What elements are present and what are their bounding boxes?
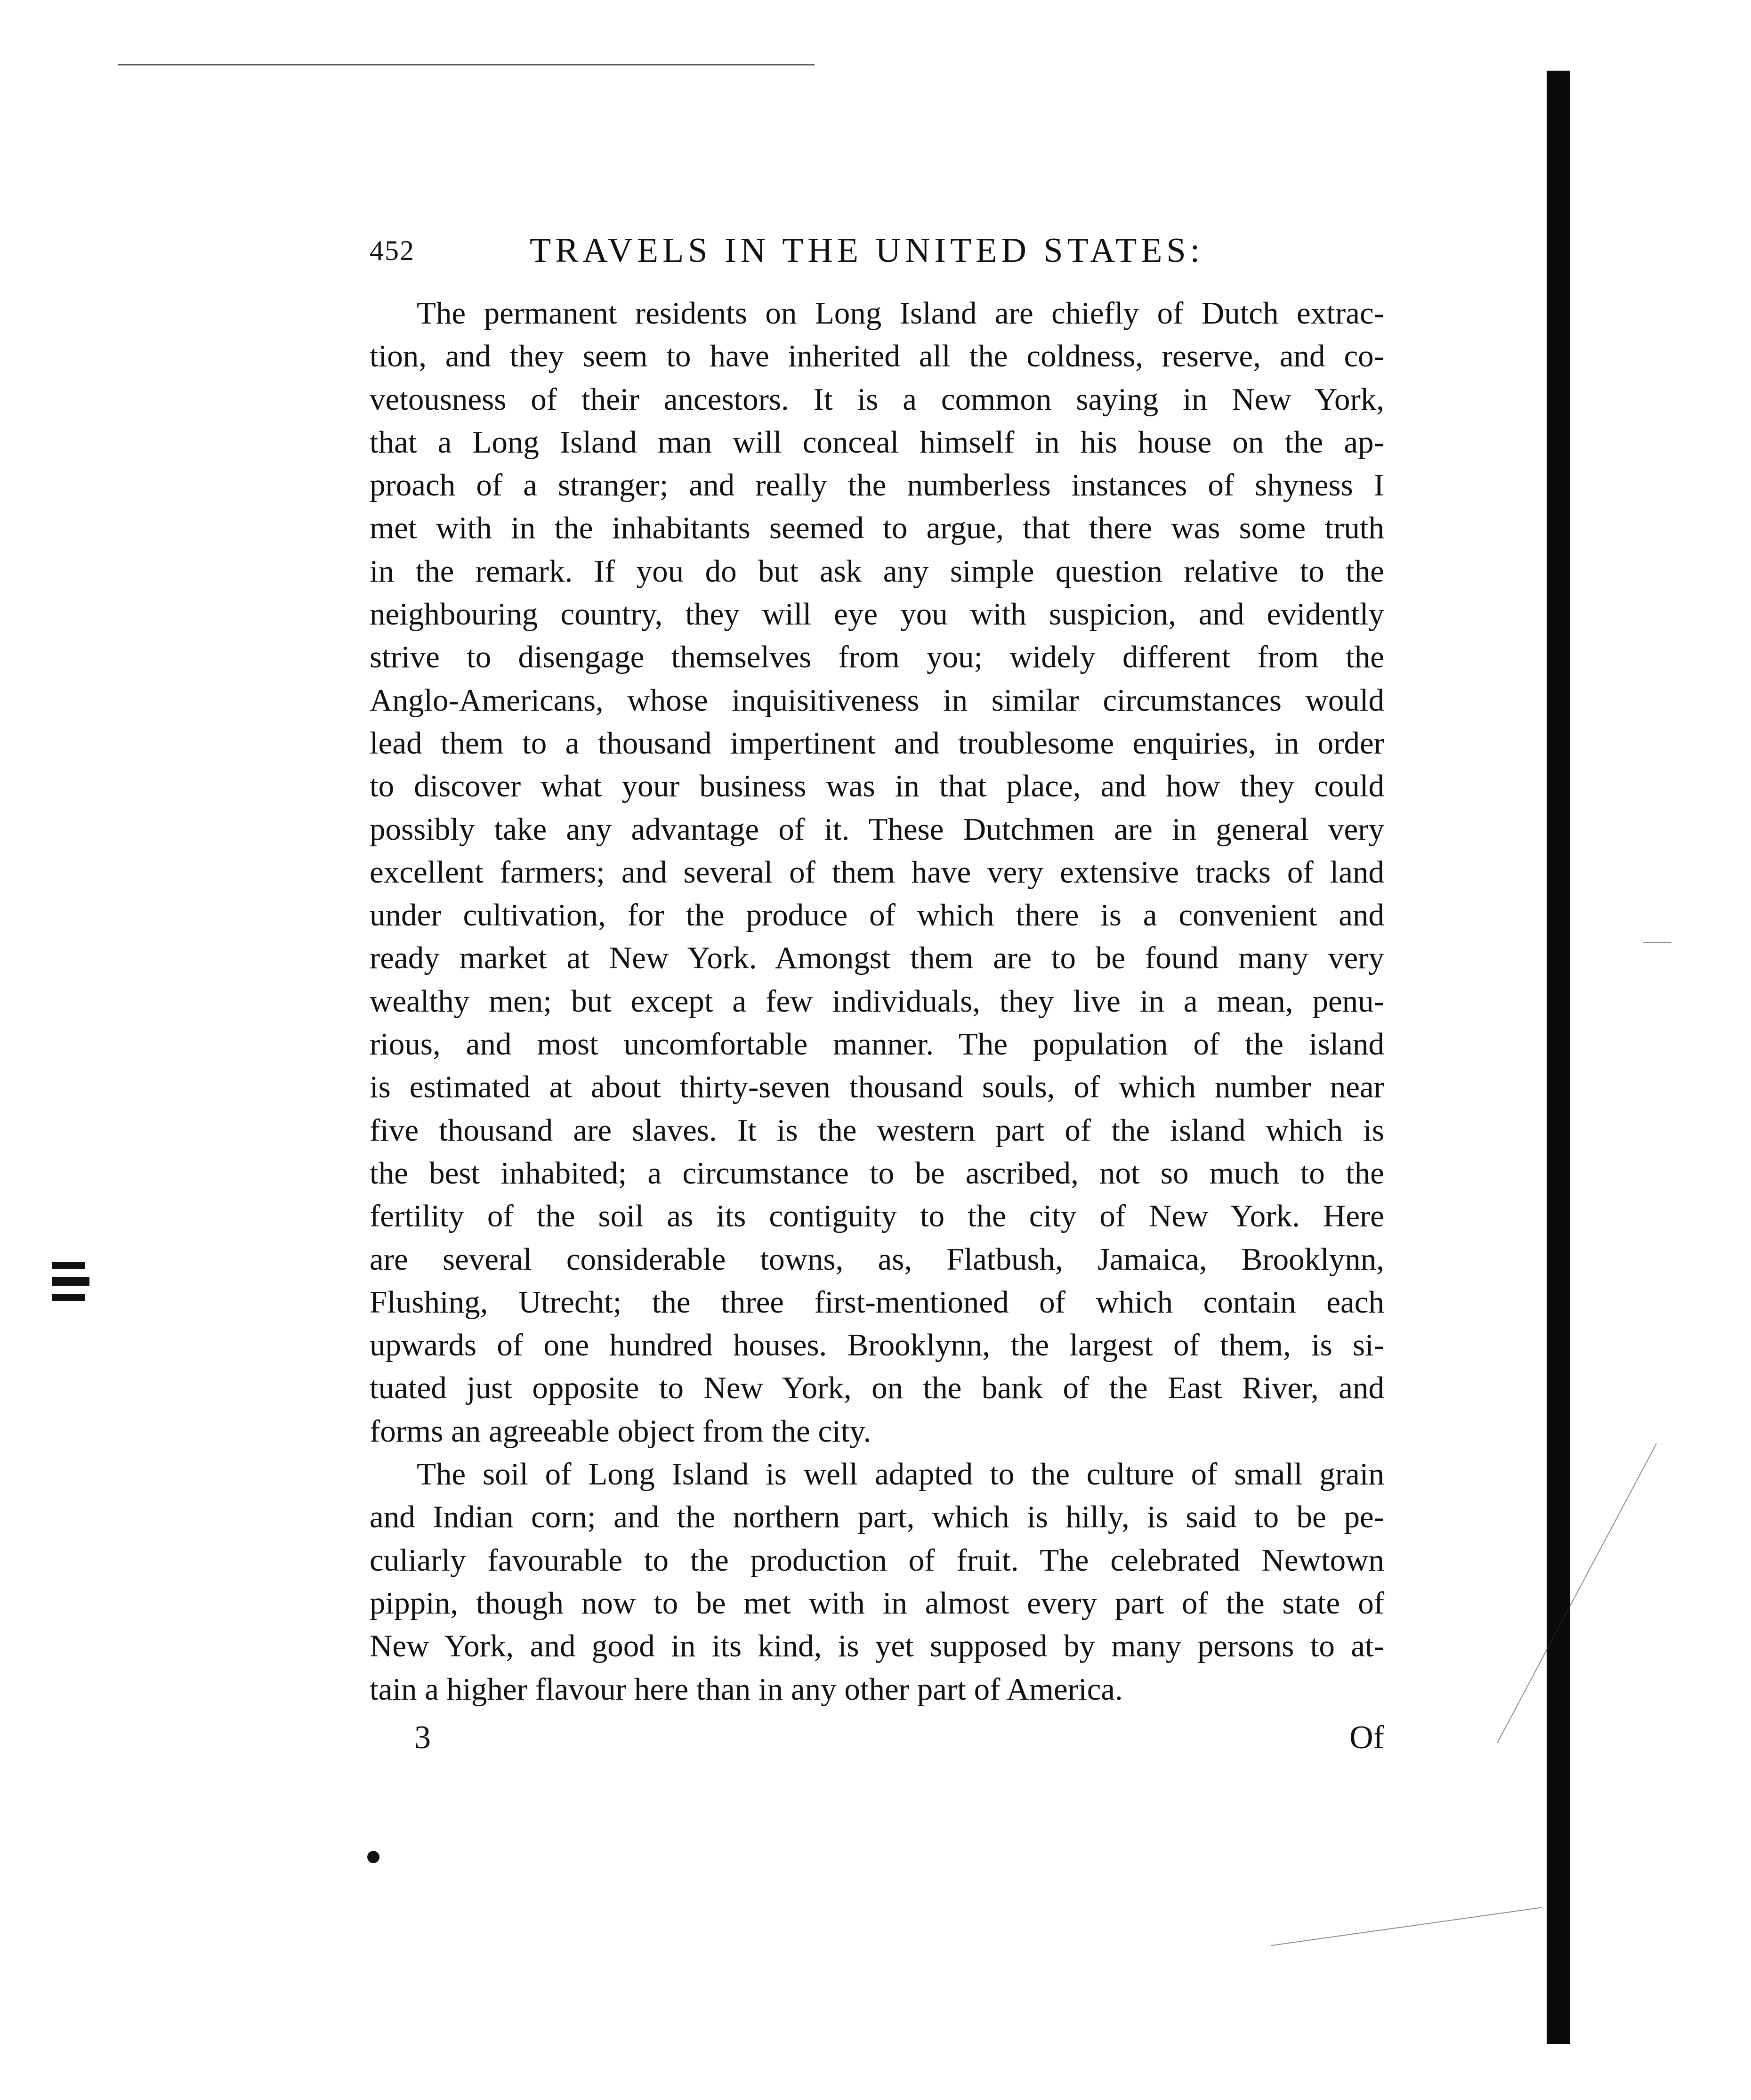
text-line: tain a higher flavour here than in any other part of America. [370,1671,1123,1707]
scan-binding-shadow [1547,71,1570,2044]
text-line: under cultivation, for the produce of which there is a convenient and [370,898,1384,933]
page-footer [370,1719,1384,1766]
text-line: met with in the inhabitants seemed to argue, that there was some truth [370,511,1384,546]
margin-mark [52,1262,85,1269]
scan-scratch [1497,1443,1657,1743]
paragraph [370,292,1384,1453]
text-line: culiarly favourable to the production of fruit. The celebrated Newtown [370,1542,1384,1578]
paragraph [370,1453,1384,1711]
text-line: rious, and most uncomfortable manner. The population of the island [370,1027,1384,1062]
text-line: fertility of the soil as its contiguity to the city of New York. Here [370,1199,1384,1234]
text-line: is estimated at about thirty-seven thousand souls, of which number near [370,1070,1384,1105]
scan-scratch [1643,942,1671,943]
text-line: vetousness of their ancestors. It is a common saying in New York, [370,381,1384,417]
margin-mark [52,1294,85,1301]
text-line: wealthy men; but except a few individuals, they live in a mean, penu- [370,983,1384,1019]
text-line: and Indian corn; and the northern part, which is hilly, is said to be pe- [370,1500,1384,1535]
text-line: forms an agreeable object from the city. [370,1413,871,1449]
margin-mark [52,1277,89,1286]
text-line: the best inhabited; a circumstance to be ascribed, not so much to the [370,1155,1384,1191]
text-line: upwards of one hundred houses. Brooklynn, the largest of them, is si- [370,1328,1384,1363]
running-title: TRAVELS IN THE UNITED STATES: [530,231,1204,270]
text-line: in the remark. If you do but ask any simple question relative to the [370,553,1384,589]
text-line: Anglo-Americans, whose inquisitiveness in similar circumstances would [370,682,1384,718]
text-line: five thousand are slaves. It is the western part of the island which is [370,1112,1384,1148]
text-line: Flushing, Utrecht; the three first-mentioned of which contain each [370,1284,1384,1320]
text-line: that a Long Island man will conceal himself in his house on the ap- [370,424,1384,460]
catchword: Of [1349,1719,1384,1756]
text-line: ready market at New York. Amongst them are to be found many very [370,941,1384,976]
scan-scratch [1271,1907,1542,1946]
text-line: neighbouring country, they will eye you with suspicion, and evidently [370,597,1384,632]
text-line: The soil of Long Island is well adapted to the culture of small grain [417,1457,1384,1492]
scan-margin-marks [52,1262,89,1309]
text-line: New York, and good in its kind, is yet supposed by many persons to at- [370,1629,1384,1664]
text-line: proach of a stranger; and really the numberless instances of shyness I [370,468,1384,503]
text-line: possibly take any advantage of it. These Dutchmen are in general very [370,811,1384,847]
text-line: The permanent residents on Long Island are chiefly of Dutch extrac- [417,296,1384,331]
page-header [370,231,1384,283]
text-line: lead them to a thousand impertinent and troublesome enquiries, in order [370,725,1384,761]
text-line: pippin, though now to be met with in almost every part of the state of [370,1585,1384,1621]
text-line: to discover what your business was in that place, and how they could [370,769,1384,804]
text-line: tion, and they seem to have inherited all the coldness, reserve, and co- [370,339,1384,374]
text-line: are several considerable towns, as, Flatbush, Jamaica, Brooklynn, [370,1241,1384,1277]
ink-blot [367,1851,379,1863]
text-line: excellent farmers; and several of them have very extensive tracks of land [370,854,1384,890]
signature-mark: 3 [414,1719,431,1756]
scan-edge-rule [118,64,815,65]
text-line: strive to disengage themselves from you; widely different from the [370,640,1384,675]
page-number: 452 [370,235,415,266]
body-text [370,292,1384,1711]
text-line: tuated just opposite to New York, on the bank of the East River, and [370,1370,1384,1406]
